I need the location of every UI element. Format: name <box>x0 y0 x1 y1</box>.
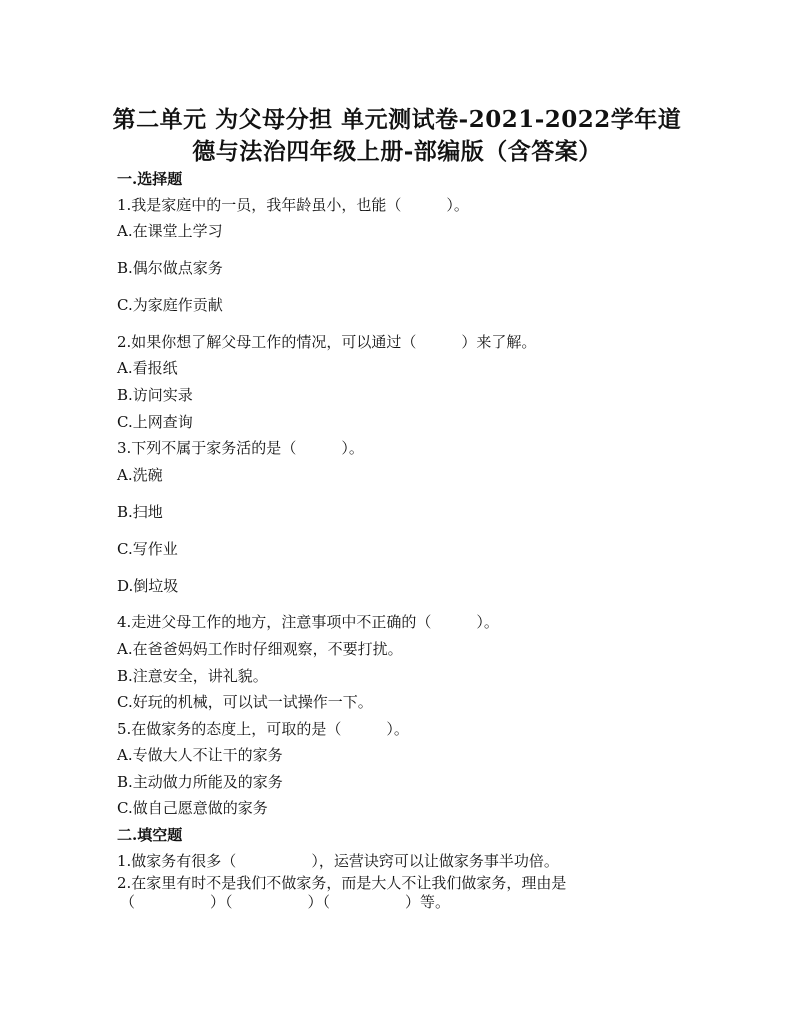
section-heading-fill-blank: 二.填空题 <box>117 826 183 844</box>
question-option: C.上网查询 <box>117 413 193 431</box>
question-option: A.专做大人不让干的家务 <box>117 746 283 764</box>
section-heading-choice: 一.选择题 <box>117 170 183 188</box>
question-stem: 4.走进父母工作的地方，注意事项中不正确的（ ）。 <box>117 613 499 631</box>
question-option: B.注意安全，讲礼貌。 <box>117 667 268 685</box>
question-stem: 3.下列不属于家务活的是（ ）。 <box>117 439 364 457</box>
question-option: A.看报纸 <box>117 359 178 377</box>
question-option: B.访问实录 <box>117 386 193 404</box>
question-option: A.洗碗 <box>117 466 163 484</box>
question-option: C.好玩的机械，可以试一试操作一下。 <box>117 693 373 711</box>
question-option: B.扫地 <box>117 503 163 521</box>
question-stem: 1.我是家庭中的一员，我年龄虽小，也能（ ）。 <box>117 196 469 214</box>
title-line-2: 德与法治四年级上册-部编版（含答案） <box>192 138 602 165</box>
question-option: C.写作业 <box>117 540 178 558</box>
question-option: A.在课堂上学习 <box>117 222 223 240</box>
question-stem: 2.在家里有时不是我们不做家务，而是大人不让我们做家务，理由是 <box>117 874 567 892</box>
title-line-1: 第二单元 为父母分担 单元测试卷-2021-2022学年道 <box>112 106 682 133</box>
question-stem: 2.如果你想了解父母工作的情况，可以通过（ ）来了解。 <box>117 333 537 351</box>
question-stem: 5.在做家务的态度上，可取的是（ ）。 <box>117 720 409 738</box>
question-stem: 1.做家务有很多（ ），运营诀窍可以让做家务事半功倍。 <box>117 852 559 870</box>
question-option: C.为家庭作贡献 <box>117 296 223 314</box>
question-option: A.在爸爸妈妈工作时仔细观察，不要打扰。 <box>117 640 403 658</box>
question-stem-continued: （ ）（ ）（ ）等。 <box>120 893 451 911</box>
question-option: B.主动做力所能及的家务 <box>117 773 283 791</box>
question-option: D.倒垃圾 <box>117 577 179 595</box>
question-option: C.做自己愿意做的家务 <box>117 799 268 817</box>
question-option: B.偶尔做点家务 <box>117 259 223 277</box>
